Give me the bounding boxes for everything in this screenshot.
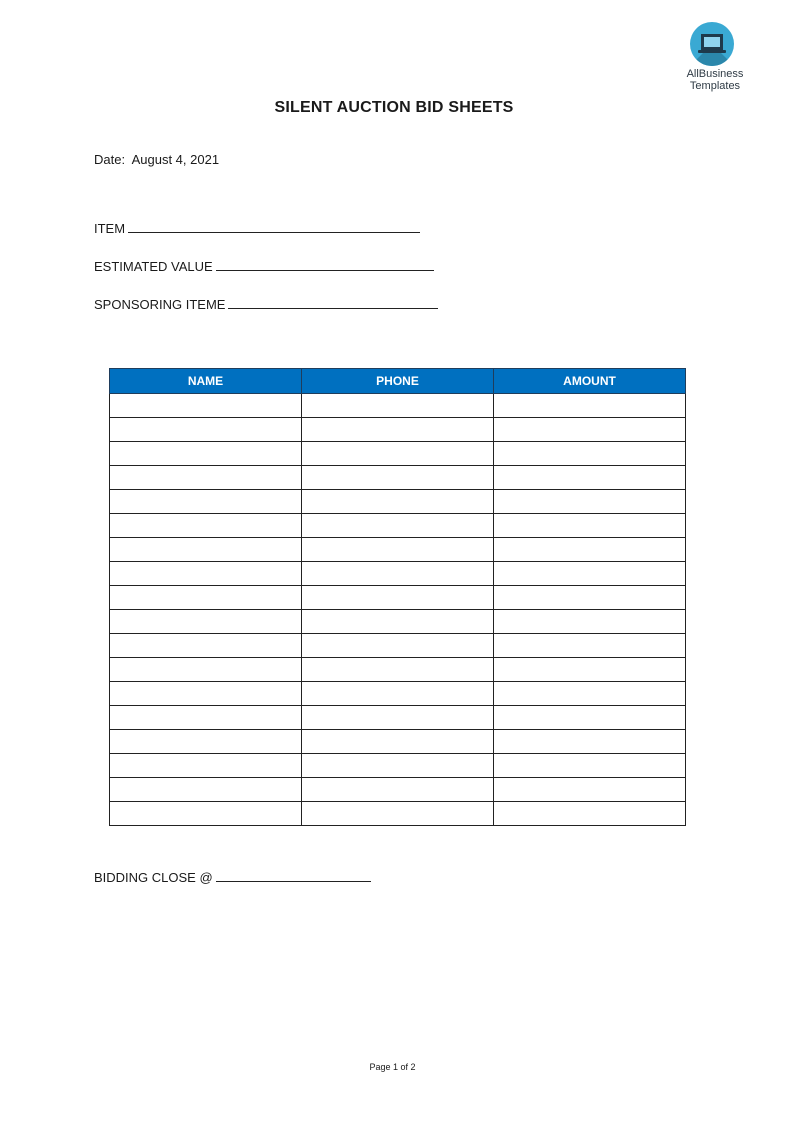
bid-table-body xyxy=(110,394,686,826)
table-row xyxy=(110,586,686,610)
amount-cell[interactable] xyxy=(494,562,686,586)
table-row xyxy=(110,658,686,682)
amount-cell[interactable] xyxy=(494,730,686,754)
name-cell[interactable] xyxy=(110,514,302,538)
date-label: Date: xyxy=(94,152,126,167)
table-row xyxy=(110,610,686,634)
phone-cell[interactable] xyxy=(302,394,494,418)
table-row xyxy=(110,562,686,586)
phone-cell[interactable] xyxy=(302,442,494,466)
name-cell[interactable] xyxy=(110,634,302,658)
table-row xyxy=(110,682,686,706)
header-phone: PHONE xyxy=(302,369,494,394)
logo-text xyxy=(680,68,750,92)
phone-cell[interactable] xyxy=(302,562,494,586)
name-cell[interactable] xyxy=(110,802,302,826)
date-value: August 4, 2021 xyxy=(131,152,220,167)
name-cell[interactable] xyxy=(110,418,302,442)
name-cell[interactable] xyxy=(110,490,302,514)
item-label: ITEM xyxy=(94,221,126,236)
bid-table xyxy=(109,368,686,826)
amount-cell[interactable] xyxy=(494,394,686,418)
amount-cell[interactable] xyxy=(494,538,686,562)
phone-cell[interactable] xyxy=(302,802,494,826)
estimated-value-field[interactable] xyxy=(94,258,434,274)
table-row xyxy=(110,754,686,778)
table-row xyxy=(110,442,686,466)
bidding-close-blank-line[interactable] xyxy=(216,869,371,882)
estimated-value-label: ESTIMATED VALUE xyxy=(94,259,213,274)
laptop-icon xyxy=(690,22,734,66)
name-cell[interactable] xyxy=(110,586,302,610)
table-row xyxy=(110,634,686,658)
amount-cell[interactable] xyxy=(494,442,686,466)
date-line xyxy=(94,152,219,167)
name-cell[interactable] xyxy=(110,658,302,682)
phone-cell[interactable] xyxy=(302,538,494,562)
bidding-close-field[interactable] xyxy=(94,869,371,885)
phone-cell[interactable] xyxy=(302,706,494,730)
table-row xyxy=(110,490,686,514)
phone-cell[interactable] xyxy=(302,778,494,802)
table-row xyxy=(110,394,686,418)
table-row xyxy=(110,778,686,802)
amount-cell[interactable] xyxy=(494,418,686,442)
name-cell[interactable] xyxy=(110,682,302,706)
amount-cell[interactable] xyxy=(494,490,686,514)
table-header-row xyxy=(110,369,686,394)
name-cell[interactable] xyxy=(110,562,302,586)
phone-cell[interactable] xyxy=(302,514,494,538)
table-row xyxy=(110,538,686,562)
name-cell[interactable] xyxy=(110,394,302,418)
amount-cell[interactable] xyxy=(494,802,686,826)
name-cell[interactable] xyxy=(110,442,302,466)
name-cell[interactable] xyxy=(110,466,302,490)
amount-cell[interactable] xyxy=(494,706,686,730)
amount-cell[interactable] xyxy=(494,754,686,778)
item-field[interactable] xyxy=(94,220,420,236)
amount-cell[interactable] xyxy=(494,610,686,634)
document-title: SILENT AUCTION BID SHEETS xyxy=(274,99,514,116)
page-number: Page 1 of 2 xyxy=(369,1062,416,1072)
table-row xyxy=(110,730,686,754)
amount-cell[interactable] xyxy=(494,634,686,658)
table-row xyxy=(110,514,686,538)
table-row xyxy=(110,418,686,442)
phone-cell[interactable] xyxy=(302,682,494,706)
phone-cell[interactable] xyxy=(302,466,494,490)
phone-cell[interactable] xyxy=(302,586,494,610)
phone-cell[interactable] xyxy=(302,490,494,514)
logo-line-2: Templates xyxy=(689,80,741,92)
name-cell[interactable] xyxy=(110,610,302,634)
item-blank-line[interactable] xyxy=(128,220,420,233)
amount-cell[interactable] xyxy=(494,514,686,538)
amount-cell[interactable] xyxy=(494,682,686,706)
amount-cell[interactable] xyxy=(494,466,686,490)
brand-logo xyxy=(680,22,750,94)
sponsoring-label: SPONSORING ITEME xyxy=(94,297,226,312)
table-row xyxy=(110,466,686,490)
header-amount: AMOUNT xyxy=(494,369,686,394)
name-cell[interactable] xyxy=(110,706,302,730)
name-cell[interactable] xyxy=(110,538,302,562)
estimated-value-blank-line[interactable] xyxy=(216,258,434,271)
table-row xyxy=(110,802,686,826)
sponsoring-field[interactable] xyxy=(94,296,438,312)
bidding-close-label: BIDDING CLOSE @ xyxy=(94,870,213,885)
name-cell[interactable] xyxy=(110,754,302,778)
amount-cell[interactable] xyxy=(494,778,686,802)
amount-cell[interactable] xyxy=(494,658,686,682)
table-row xyxy=(110,706,686,730)
name-cell[interactable] xyxy=(110,778,302,802)
phone-cell[interactable] xyxy=(302,730,494,754)
header-name: NAME xyxy=(110,369,302,394)
amount-cell[interactable] xyxy=(494,586,686,610)
phone-cell[interactable] xyxy=(302,658,494,682)
phone-cell[interactable] xyxy=(302,418,494,442)
phone-cell[interactable] xyxy=(302,610,494,634)
name-cell[interactable] xyxy=(110,730,302,754)
phone-cell[interactable] xyxy=(302,634,494,658)
phone-cell[interactable] xyxy=(302,754,494,778)
logo-line-1: AllBusiness xyxy=(686,68,744,80)
sponsoring-blank-line[interactable] xyxy=(228,296,438,309)
